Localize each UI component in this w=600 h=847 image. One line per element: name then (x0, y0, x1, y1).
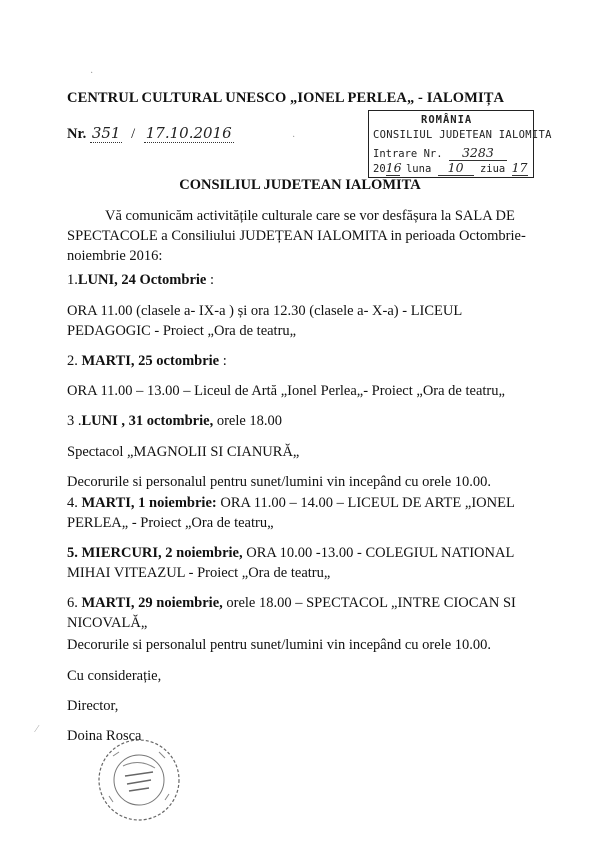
event-1-detail: ORA 11.00 (clasele a- IX-a ) și ora 12.30 (clasele a- X-a) - LICEUL PEDAGOGIC - Proiect „Ora de teatru„ (67, 303, 462, 339)
logistics-note: Decorurile si personalul pentru sunet/lumini vin incepând cu orele 10.00. (67, 474, 492, 490)
nr-value: 351 (91, 124, 121, 142)
signatory-title: Director, (67, 698, 119, 714)
event-5: 5. MIERCURI, 2 noiembrie, ORA 10.00 -13.00 - COLEGIUL NATIONAL MIHAI VITEAZUL - Proiect „Ora de teatru„ (67, 545, 514, 581)
event-2-detail: ORA 11.00 – 13.00 – Liceul de Artă „Ionel Perlea„- Proiect „Ora de teatru„ (67, 383, 505, 399)
event-3-heading: 3 .LUNI , 31 octombrie, orele 18.00 (67, 413, 283, 429)
nr-label: Nr. (67, 126, 87, 142)
stamp-year-prefix: 20 (373, 163, 386, 175)
event-3-detail: Spectacol „MAGNOLII SI CIANURĂ„ (67, 444, 300, 460)
stamp-month-label: luna (405, 163, 432, 175)
nr-date: 17.10.2016 (145, 124, 232, 142)
registration-stamp (368, 110, 552, 178)
stamp-institution: CONSILIUL JUDETEAN IALOMITA (373, 129, 552, 141)
event-6: 6. MARTI, 29 noiembrie, orele 18.00 – SPECTACOL „INTRE CIOCAN SI NICOVALĂ„ (67, 595, 516, 631)
recipient-heading: CONSILIUL JUDETEAN IALOMITA (179, 177, 421, 193)
stamp-month-value: 10 (438, 160, 474, 176)
scan-speck: · (292, 132, 296, 143)
signatory-name: Doina Rosca (67, 728, 142, 744)
registration-number: Nr. 351 / 17.10.2016 (67, 124, 232, 142)
stamp-date (373, 160, 528, 176)
closing-regards: Cu considerație, (67, 668, 162, 684)
organization-header: CENTRUL CULTURAL UNESCO „IONEL PERLEA„ - IALOMIȚA (67, 90, 505, 106)
stamp-entry-label: Intrare Nr. (373, 148, 443, 160)
event-1-heading: 1.LUNI, 24 Octombrie : (67, 272, 214, 288)
scan-speck: ⁄ (36, 724, 38, 735)
stamp-country: ROMÂNIA (421, 114, 473, 126)
scan-speck: · (90, 68, 94, 79)
intro-paragraph: Vă comunicăm activitățile culturale care se vor desfășura la SALA DE SPECTACOLE a Consiliului JUDEȚEAN IALOMITA in perioada Octombrie-noiembrie 2016: (67, 208, 526, 264)
stamp-day-label: ziua (479, 163, 506, 175)
institution-seal-icon (95, 736, 183, 824)
stamp-day-value: 17 (511, 160, 528, 175)
logistics-note-2: Decorurile si personalul pentru sunet/lumini vin incepând cu orele 10.00. (67, 637, 492, 653)
event-2-heading: 2. MARTI, 25 octombrie : (67, 353, 227, 369)
stamp-entry-value: 3283 (449, 145, 507, 161)
stamp-year-value: 16 (385, 160, 402, 175)
stamp-entry (373, 145, 507, 161)
event-4: 4. MARTI, 1 noiembrie: ORA 11.00 – 14.00 – LICEUL DE ARTE „IONEL PERLEA„ - Proiect „Ora de teatru„ (67, 495, 515, 531)
